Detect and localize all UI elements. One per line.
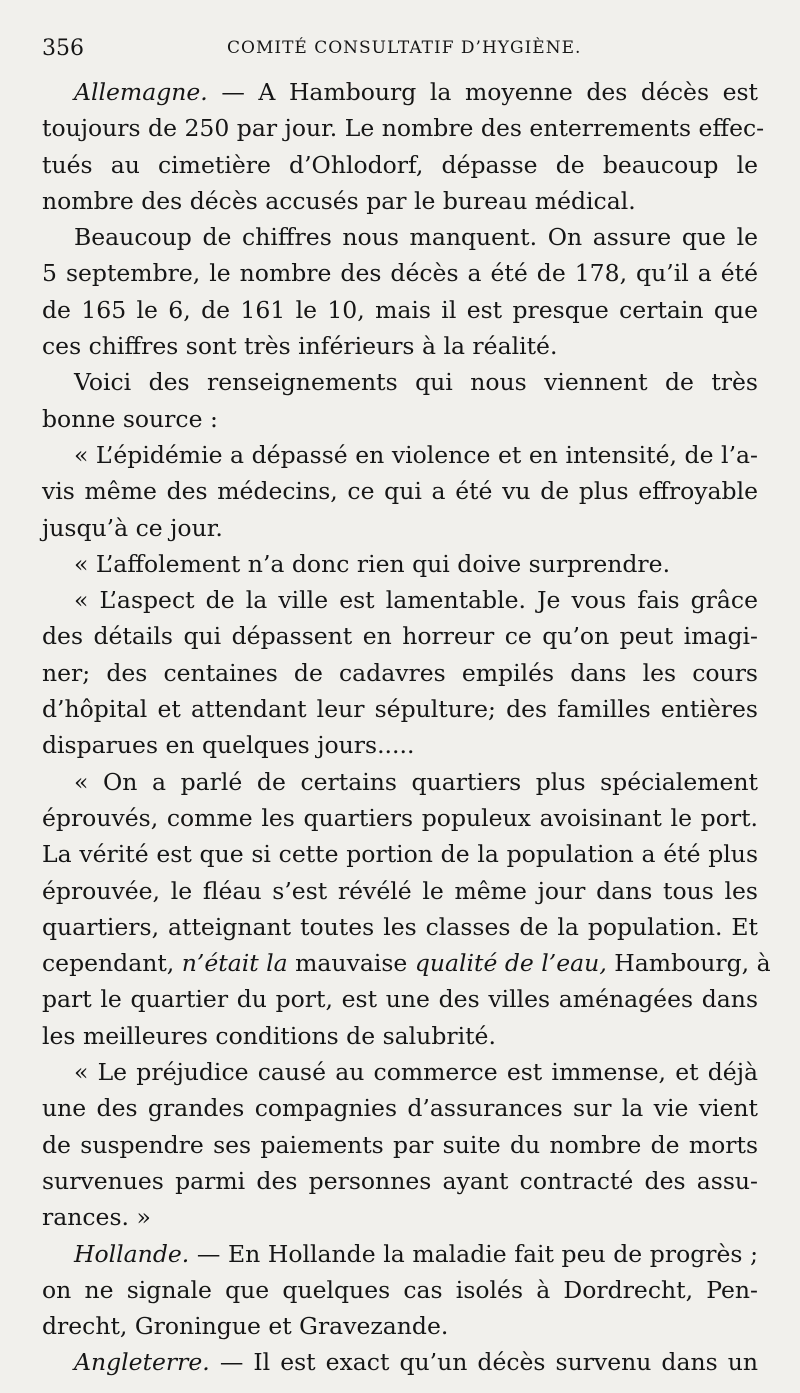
text-span: d’hôpital et attendant leur sépulture; des familles entières xyxy=(42,695,758,724)
text-span: 5 septembre, le nombre des décès a été de 178, qu’il a été xyxy=(42,259,758,288)
text-span: — En Hollande la maladie fait peu de progrès ; xyxy=(189,1239,758,1268)
text-span: les meilleures conditions de salubrité. xyxy=(42,1021,496,1050)
text-line xyxy=(42,764,758,800)
text-line xyxy=(42,655,758,691)
text-span: des détails qui dépassent en horreur ce qu’on peut imagi- xyxy=(42,622,758,651)
text-line xyxy=(42,1236,758,1272)
text-line xyxy=(42,401,758,437)
text-line xyxy=(42,437,758,473)
text-span: drecht, Groningue et Gravezande. xyxy=(42,1312,449,1341)
text-line xyxy=(42,1163,758,1199)
text-span: part le quartier du port, est une des villes aménagées dans xyxy=(42,985,758,1014)
text-line xyxy=(42,981,758,1017)
text-span: « L’épidémie a dépassé en violence et en intensité, de l’a- xyxy=(74,440,758,469)
text-span: bonne source : xyxy=(42,404,218,433)
text-span: éprouvée, le fléau s’est révélé le même jour dans tous les xyxy=(42,876,758,905)
text-line xyxy=(42,147,758,183)
text-span: éprouvés, comme les quartiers populeux avoisinant le port. xyxy=(42,803,758,832)
text-span: nombre des décès accusés par le bureau médical. xyxy=(42,186,636,215)
text-line xyxy=(42,255,758,291)
text-span: « L’affolement n’a donc rien qui doive surprendre. xyxy=(74,549,671,578)
page-number: 356 xyxy=(42,36,84,61)
text-line xyxy=(42,836,758,872)
italic-text: Hollande. xyxy=(74,1239,190,1268)
text-span: une des grandes compagnies d’assurances sur la vie vient xyxy=(42,1094,758,1123)
text-line xyxy=(42,691,758,727)
text-span: — A Hambourg la moyenne des décès est xyxy=(207,78,758,106)
text-span: Hambourg, à xyxy=(606,949,771,978)
text-line xyxy=(42,1054,758,1090)
text-line xyxy=(42,1018,758,1054)
text-line xyxy=(42,510,758,546)
text-span: vis même des médecins, ce qui a été vu de plus effroyable xyxy=(42,477,758,506)
text-span: mauvaise xyxy=(287,949,415,978)
text-line xyxy=(42,873,758,909)
text-span: « On a parlé de certains quartiers plus spécialement xyxy=(74,767,758,796)
text-line xyxy=(42,219,758,255)
text-line xyxy=(42,183,758,219)
text-span: tués au cimetière d’Ohlodorf, dépasse de beaucoup le xyxy=(42,150,758,179)
italic-text: n’était la xyxy=(181,949,288,978)
text-span: Beaucoup de chiffres nous manquent. On assure que le xyxy=(74,223,758,252)
page-header xyxy=(42,36,760,66)
text-line xyxy=(42,727,758,763)
text-span: disparues en quelques jours..... xyxy=(42,731,415,760)
text-span: toujours de 250 par jour. Le nombre des enterrements effec- xyxy=(42,114,765,143)
italic-text: qualité de l’eau, xyxy=(414,949,607,978)
running-title: COMITÉ CONSULTATIF D’HYGIÈNE. xyxy=(227,38,582,58)
text-line xyxy=(42,1272,758,1308)
text-line xyxy=(42,800,758,836)
text-span: « Le préjudice causé au commerce est immense, et déjà xyxy=(74,1058,758,1087)
text-line xyxy=(42,110,765,146)
text-line xyxy=(42,618,758,654)
text-span: ces chiffres sont très inférieurs à la réalité. xyxy=(42,332,558,361)
text-line xyxy=(42,1344,758,1380)
text-span: jusqu’à ce jour. xyxy=(42,513,223,542)
text-line xyxy=(42,1090,758,1126)
text-line xyxy=(42,546,758,582)
text-span: de 165 le 6, de 161 le 10, mais il est presque certain que xyxy=(42,295,758,324)
text-span: cependant, xyxy=(42,949,182,978)
text-line xyxy=(42,582,758,618)
text-span: Voici des renseignements qui nous viennent de très xyxy=(74,368,758,397)
text-span: — Il est exact qu’un décès survenu dans un xyxy=(209,1348,758,1377)
text-span: « L’aspect de la ville est lamentable. Je vous fais grâce xyxy=(74,586,758,615)
text-line xyxy=(42,1127,758,1163)
italic-text: Allemagne. xyxy=(74,78,208,106)
text-span: survenues parmi des personnes ayant contracté des assu- xyxy=(42,1166,758,1195)
text-line xyxy=(42,364,758,400)
text-line xyxy=(42,473,758,509)
text-span: quartiers, atteignant toutes les classes de la population. Et xyxy=(42,912,758,941)
text-span: on ne signale que quelques cas isolés à Dordrecht, Pen- xyxy=(42,1275,758,1304)
text-span: ner; des centaines de cadavres empilés dans les cours xyxy=(42,658,758,687)
text-line xyxy=(42,909,758,945)
text-line xyxy=(42,328,758,364)
text-span: La vérité est que si cette portion de la population a été plus xyxy=(42,840,758,869)
text-line xyxy=(42,292,758,328)
text-span: rances. » xyxy=(42,1203,151,1232)
text-span: de suspendre ses paiements par suite du nombre de morts xyxy=(42,1130,758,1159)
text-line xyxy=(42,1199,758,1235)
text-line xyxy=(42,74,758,110)
body-text xyxy=(42,74,771,1381)
text-line xyxy=(42,945,771,981)
text-line xyxy=(42,1308,758,1344)
italic-text: Angleterre. xyxy=(74,1348,210,1377)
